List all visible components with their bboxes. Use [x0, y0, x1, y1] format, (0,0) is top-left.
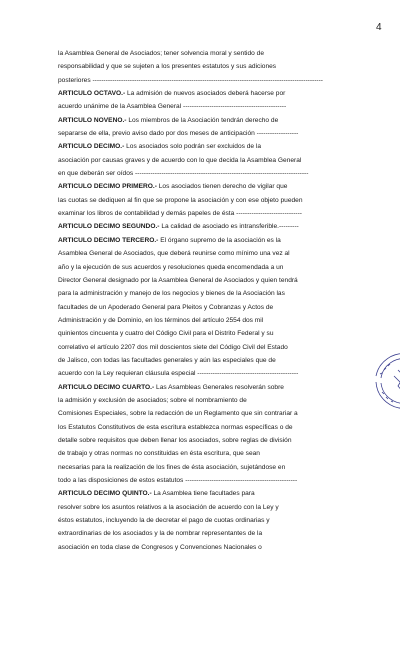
text-line: Asamblea General de Asociados, que deberá reunirse como mínimo una vez al: [58, 250, 290, 258]
text-line: examinar los libros de contabilidad y demás papeles de ésta ------------------------------: [58, 210, 303, 218]
text-line: acuerdo con la Ley requieran cláusula especial ----------------------------------------------: [58, 370, 299, 378]
text-line: ARTICULO DECIMO PRIMERO.- Los asociados tienen derecho de vigilar que: [58, 183, 288, 191]
text-line: resolver sobre los asuntos relativos a la asociación de acuerdo con la Ley y: [58, 503, 279, 511]
text-line: la Asamblea General de Asociados; tener solvencia moral y sentido de: [58, 50, 264, 57]
text-line: la admisión y exclusión de asociados; sobre el nombramiento de: [58, 396, 247, 404]
text-line: Administración y de Dominio, en los términos del artículo 2554 dos mil: [58, 316, 264, 324]
text-line: responsabilidad y que se sujeten a los presentes estatutos y sus adiciones: [58, 63, 277, 71]
text-line: posteriores ---------------------------------------------------------------------------------------------------------: [58, 76, 324, 84]
text-line: facultades de un Apoderado General para Pleitos y Cobranzas y Actos de: [58, 303, 274, 311]
text-line: quinientos cincuenta y cuatro del Código Civil para el Distrito Federal y su: [58, 330, 274, 338]
text-line: Comisiones Especiales, sobre la redacción de un Reglamento que sin contrariar a: [58, 410, 298, 418]
text-line: separarse de ella, previo aviso dado por dos meses de anticipación -------------------: [58, 130, 299, 138]
text-line: éstos estatutos, incluyendo la de decretar el pago de cuotas ordinarias y: [58, 517, 270, 525]
text-line: las cuotas se dediquen al fin que se propone la asociación y con ese objeto pueden: [58, 196, 303, 204]
text-line: asociación en toda clase de Congresos y Convenciones Nacionales o: [58, 543, 262, 551]
notary-seal-icon: [368, 352, 400, 410]
text-line: de Jalisco, con todas las facultades generales y aún las especiales que de: [58, 356, 276, 364]
text-line: de trabajo y otras normas no constituidas en ésta escritura, que sean: [58, 450, 260, 458]
text-line: ARTICULO OCTAVO.- La admisión de nuevos asociados deberá hacerse por: [58, 90, 286, 98]
text-line: ARTICULO DECIMO CUARTO.- Las Asambleas Generales resolverán sobre: [58, 383, 284, 391]
text-line: extraordinarias de los asociados y la de nombrar representantes de la: [58, 530, 263, 538]
text-line: ARTICULO DECIMO.- Los asociados solo podrán ser excluidos de la: [58, 143, 262, 151]
text-line: en que deberán ser oídos -------------------------------------------------------------------------------: [58, 170, 309, 178]
text-line: ARTICULO DECIMO SEGUNDO.- La calidad de asociado es intransferible.---------: [58, 223, 299, 231]
text-line: para la administración y manejo de los negocios y bienes de la Asociación las: [58, 290, 285, 298]
text-line: Director General designado por la Asamblea General de Asociados y quien tendrá: [58, 276, 298, 284]
text-line: los Estatutos Constitutivos de esta escritura establezca normas específicas o de: [58, 423, 293, 431]
text-line: correlativo el artículo 2207 dos mil doscientos siete del Código Civil del Estado: [58, 343, 288, 351]
text-line: necesarias para la realización de los fines de ésta asociación, sujetándose en: [58, 463, 286, 471]
text-line: todo a las disposiciones de estos estatutos ---------------------------------------------------: [58, 477, 298, 484]
page-number: 4: [376, 22, 382, 33]
text-line: asociación por causas graves y de acuerdo con lo que decida la Asamblea General: [58, 156, 302, 164]
document-body: [58, 47, 350, 554]
text-line: año y la ejecución de sus acuerdos y resoluciones queda encomendada a un: [58, 263, 284, 271]
text-line: detalle sobre requisitos que deben llenar los asociados, sobre reglas de división: [58, 436, 292, 444]
text-line: acuerdo unánime de la Asamblea General -----------------------------------------------: [58, 103, 287, 111]
text-line: ARTICULO DECIMO TERCERO.- El órgano supremo de la asociación es la: [58, 236, 281, 244]
text-line: ARTICULO NOVENO.- Los miembros de la Asociación tendrán derecho de: [58, 116, 279, 124]
text-line: ARTICULO DECIMO QUINTO.- La Asamblea tiene facultades para: [58, 490, 255, 498]
